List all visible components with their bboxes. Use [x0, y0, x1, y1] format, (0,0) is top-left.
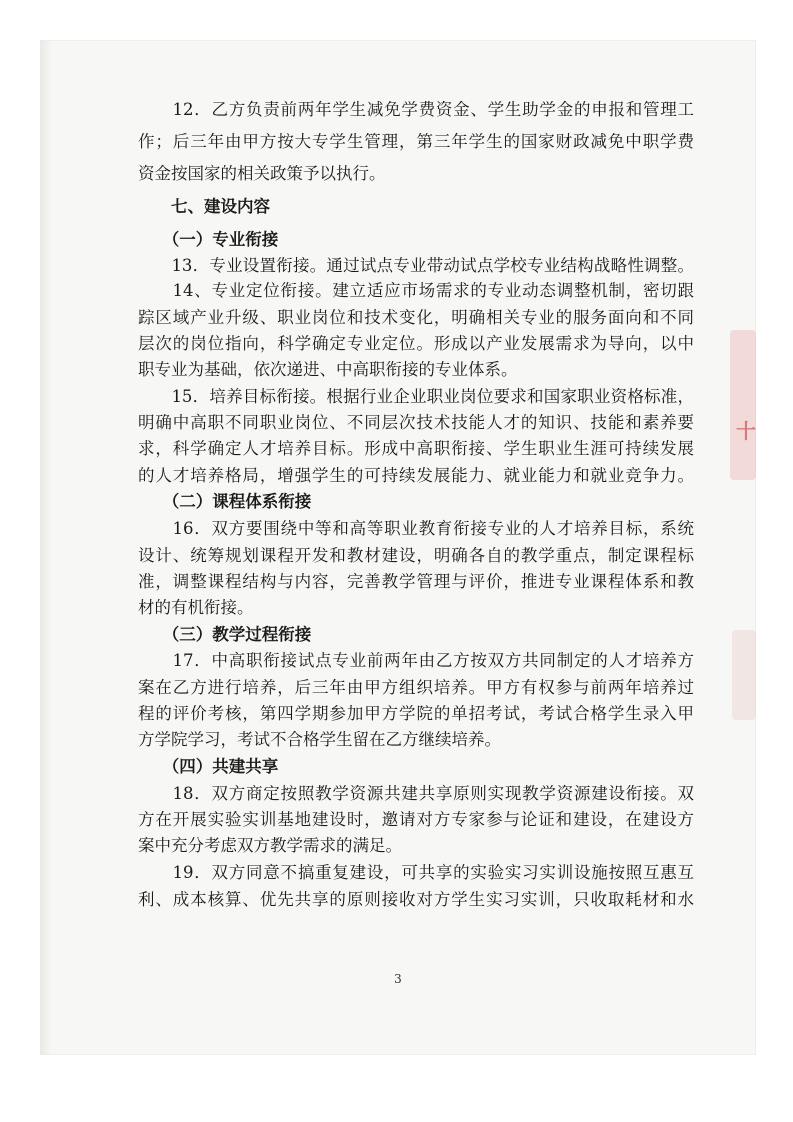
text-line: 材的有机衔接。 [138, 598, 254, 617]
text-line: 13．专业设置衔接。通过试点专业带动试点学校专业结构战略性调整。 [138, 256, 694, 275]
text-line: 利、成本核算、优先共享的原则接收对方学生实习实训，只收取耗材和水 [138, 890, 694, 909]
text-line: 18．双方商定按照教学资源共建共享原则实现教学资源建设衔接。双 [138, 784, 694, 803]
text-line: 设计、统筹规划课程开发和教材建设，明确各自的教学重点，制定课程标 [138, 546, 694, 565]
text-line: 17．中高职衔接试点专业前两年由乙方按双方共同制定的人才培养方 [138, 651, 694, 670]
text-line: 职专业为基础，依次递进、中高职衔接的专业体系。 [138, 360, 518, 379]
document-page [40, 40, 756, 1055]
red-seal-fragment-icon [730, 330, 756, 480]
section-heading: （一）专业衔接 [138, 230, 279, 249]
text-line: 准，调整课程结构与内容，完善教学管理与评价，推进专业课程体系和教 [138, 572, 694, 591]
section-heading: （四）共建共享 [138, 757, 279, 776]
text-line: 19．双方同意不搞重复建设，可共享的实验实习实训设施按照互惠互 [138, 863, 694, 882]
faded-seal-fragment-icon [732, 630, 756, 720]
page-number: 3 [394, 972, 402, 986]
text-line: 案在乙方进行培养，后三年由甲方组织培养。甲方有权参与前两年培养过 [138, 678, 694, 697]
text-line: 14、专业定位衔接。建立适应市场需求的专业动态调整机制，密切跟 [138, 281, 694, 300]
text-line: 程的评价考核，第四学期参加甲方学院的单招考试，考试合格学生录入甲 [138, 704, 694, 723]
text-line: 踪区域产业升级、职业岗位和技术变化，明确相关专业的服务面向和不同 [138, 308, 694, 327]
section-heading: （三）教学过程衔接 [138, 625, 312, 644]
section-heading: 七、建设内容 [138, 197, 270, 216]
seal-cross-icon: 十 [736, 419, 756, 443]
text-line: 资金按国家的相关政策予以执行。 [138, 164, 386, 183]
text-line: 作；后三年由甲方按大专学生管理，第三年学生的国家财政减免中职学费 [138, 132, 694, 151]
text-line: 案中充分考虑双方教学需求的满足。 [138, 836, 402, 855]
text-line: 12．乙方负责前两年学生减免学费资金、学生助学金的申报和管理工 [138, 100, 694, 119]
text-line: 15．培养目标衔接。根据行业企业职业岗位要求和国家职业资格标准， [138, 387, 694, 406]
text-line: 方在开展实验实训基地建设时，邀请对方专家参与论证和建设，在建设方 [138, 810, 694, 829]
scan-edge-shadow [40, 40, 52, 1055]
text-line: 求，科学确定人才培养目标。形成中高职衔接、学生职业生涯可持续发展 [138, 439, 694, 458]
text-line: 方学院学习，考试不合格学生留在乙方继续培养。 [138, 730, 501, 749]
text-line: 层次的岗位指向，科学确定专业定位。形成以产业发展需求为导向，以中 [138, 334, 694, 353]
text-line: 的人才培养格局，增强学生的可持续发展能力、就业能力和就业竞争力。 [138, 466, 694, 485]
section-heading: （二）课程体系衔接 [138, 492, 312, 511]
text-line: 16．双方要围绕中等和高等职业教育衔接专业的人才培养目标，系统 [138, 519, 694, 538]
text-line: 明确中高职不同职业岗位、不同层次技术技能人才的知识、技能和素养要 [138, 413, 694, 432]
